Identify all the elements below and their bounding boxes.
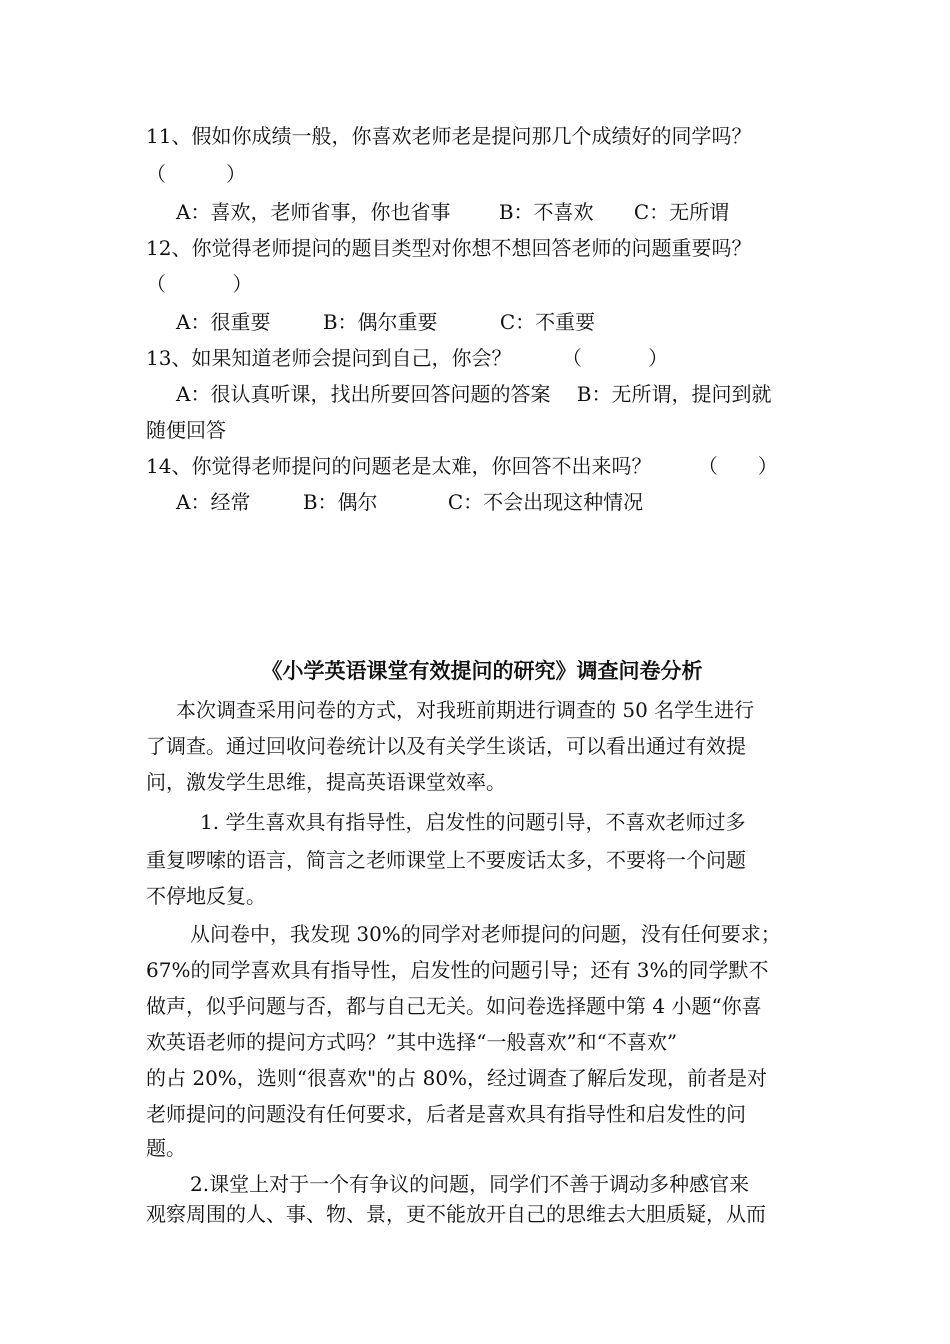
option-a: A：喜欢，老师省事，你也省事	[176, 200, 451, 224]
option-c: C：无所谓	[633, 200, 730, 224]
question-13-options-cont: 随便回答	[146, 418, 226, 442]
option-a: A：很重要	[176, 310, 271, 334]
detail-line-3: 做声，似乎问题与否，都与自己无关。如问卷选择题中第 4 小题“你喜	[146, 994, 762, 1018]
question-14	[146, 452, 818, 480]
question-12: 12、你觉得老师提问的题目类型对你想不想回答老师的问题重要吗？	[146, 236, 752, 260]
point2-line-1: 2.课堂上对于一个有争议的问题，同学们不善于调动多种感官来	[190, 1172, 750, 1196]
detail-line-7: 题。	[146, 1136, 186, 1160]
option-b: B：偶尔重要	[322, 310, 438, 334]
detail-line-6: 老师提问的问题没有任何要求，后者是喜欢具有指导性和启发性的问	[146, 1102, 746, 1126]
option-b: B：不喜欢	[498, 200, 594, 224]
analysis-title: 《小学英语课堂有效提问的研究》调查问卷分析	[261, 659, 703, 683]
intro-line-2: 了调查。通过回收问卷统计以及有关学生谈话，可以看出通过有效提	[146, 734, 746, 758]
question-13-text: 13、如果知道老师会提问到自己，你会？	[146, 346, 512, 370]
option-a: A：经常	[176, 490, 251, 514]
point1-line-1: 1. 学生喜欢具有指导性，启发性的问题引导，不喜欢老师过多	[200, 810, 746, 834]
question-14-text: 14、你觉得老师提问的问题老是太难，你回答不出来吗？	[146, 454, 652, 478]
question-11-options	[176, 198, 818, 226]
question-14-options	[176, 488, 818, 516]
point2-line-2: 观察周围的人、事、物、景，更不能放开自己的思维去大胆质疑，从而	[146, 1202, 766, 1226]
option-c: C：不重要	[499, 310, 596, 334]
detail-line-1: 从问卷中，我发现 30%的同学对老师提问的问题，没有任何要求；	[190, 922, 781, 946]
question-14-blank: （ ）	[697, 454, 778, 478]
question-12-options	[176, 308, 818, 336]
option-b: B：偶尔	[302, 490, 378, 514]
intro-line-1: 本次调查采用问卷的方式，对我班前期进行调查的 50 名学生进行	[176, 698, 755, 722]
detail-line-4: 欢英语老师的提问方式吗？”其中选择“一般喜欢”和“不喜欢”	[146, 1030, 678, 1054]
question-12-blank: （ ）	[146, 272, 253, 296]
question-13	[146, 344, 818, 372]
detail-line-2: 67%的同学喜欢具有指导性，启发性的问题引导；还有 3%的同学默不	[146, 958, 769, 982]
intro-line-3: 问，激发学生思维，提高英语课堂效率。	[146, 770, 506, 794]
detail-line-5: 的占 20%，选则“很喜欢"的占 80%，经过调查了解后发现，前者是对	[146, 1066, 768, 1090]
option-c: C：不会出现这种情况	[447, 490, 644, 514]
question-13-blank: （ ）	[561, 346, 669, 370]
question-13-options: A：很认真听课，找出所要回答问题的答案 B：无所谓，提问到就	[176, 382, 772, 406]
question-11: 11、假如你成绩一般，你喜欢老师老是提问那几个成绩好的同学吗？	[146, 124, 752, 148]
question-11-blank: （ ）	[146, 162, 246, 186]
point1-line-3: 不停地反复。	[146, 884, 266, 908]
point1-line-2: 重复啰嗦的语言，简言之老师课堂上不要废话太多，不要将一个问题	[146, 848, 746, 872]
